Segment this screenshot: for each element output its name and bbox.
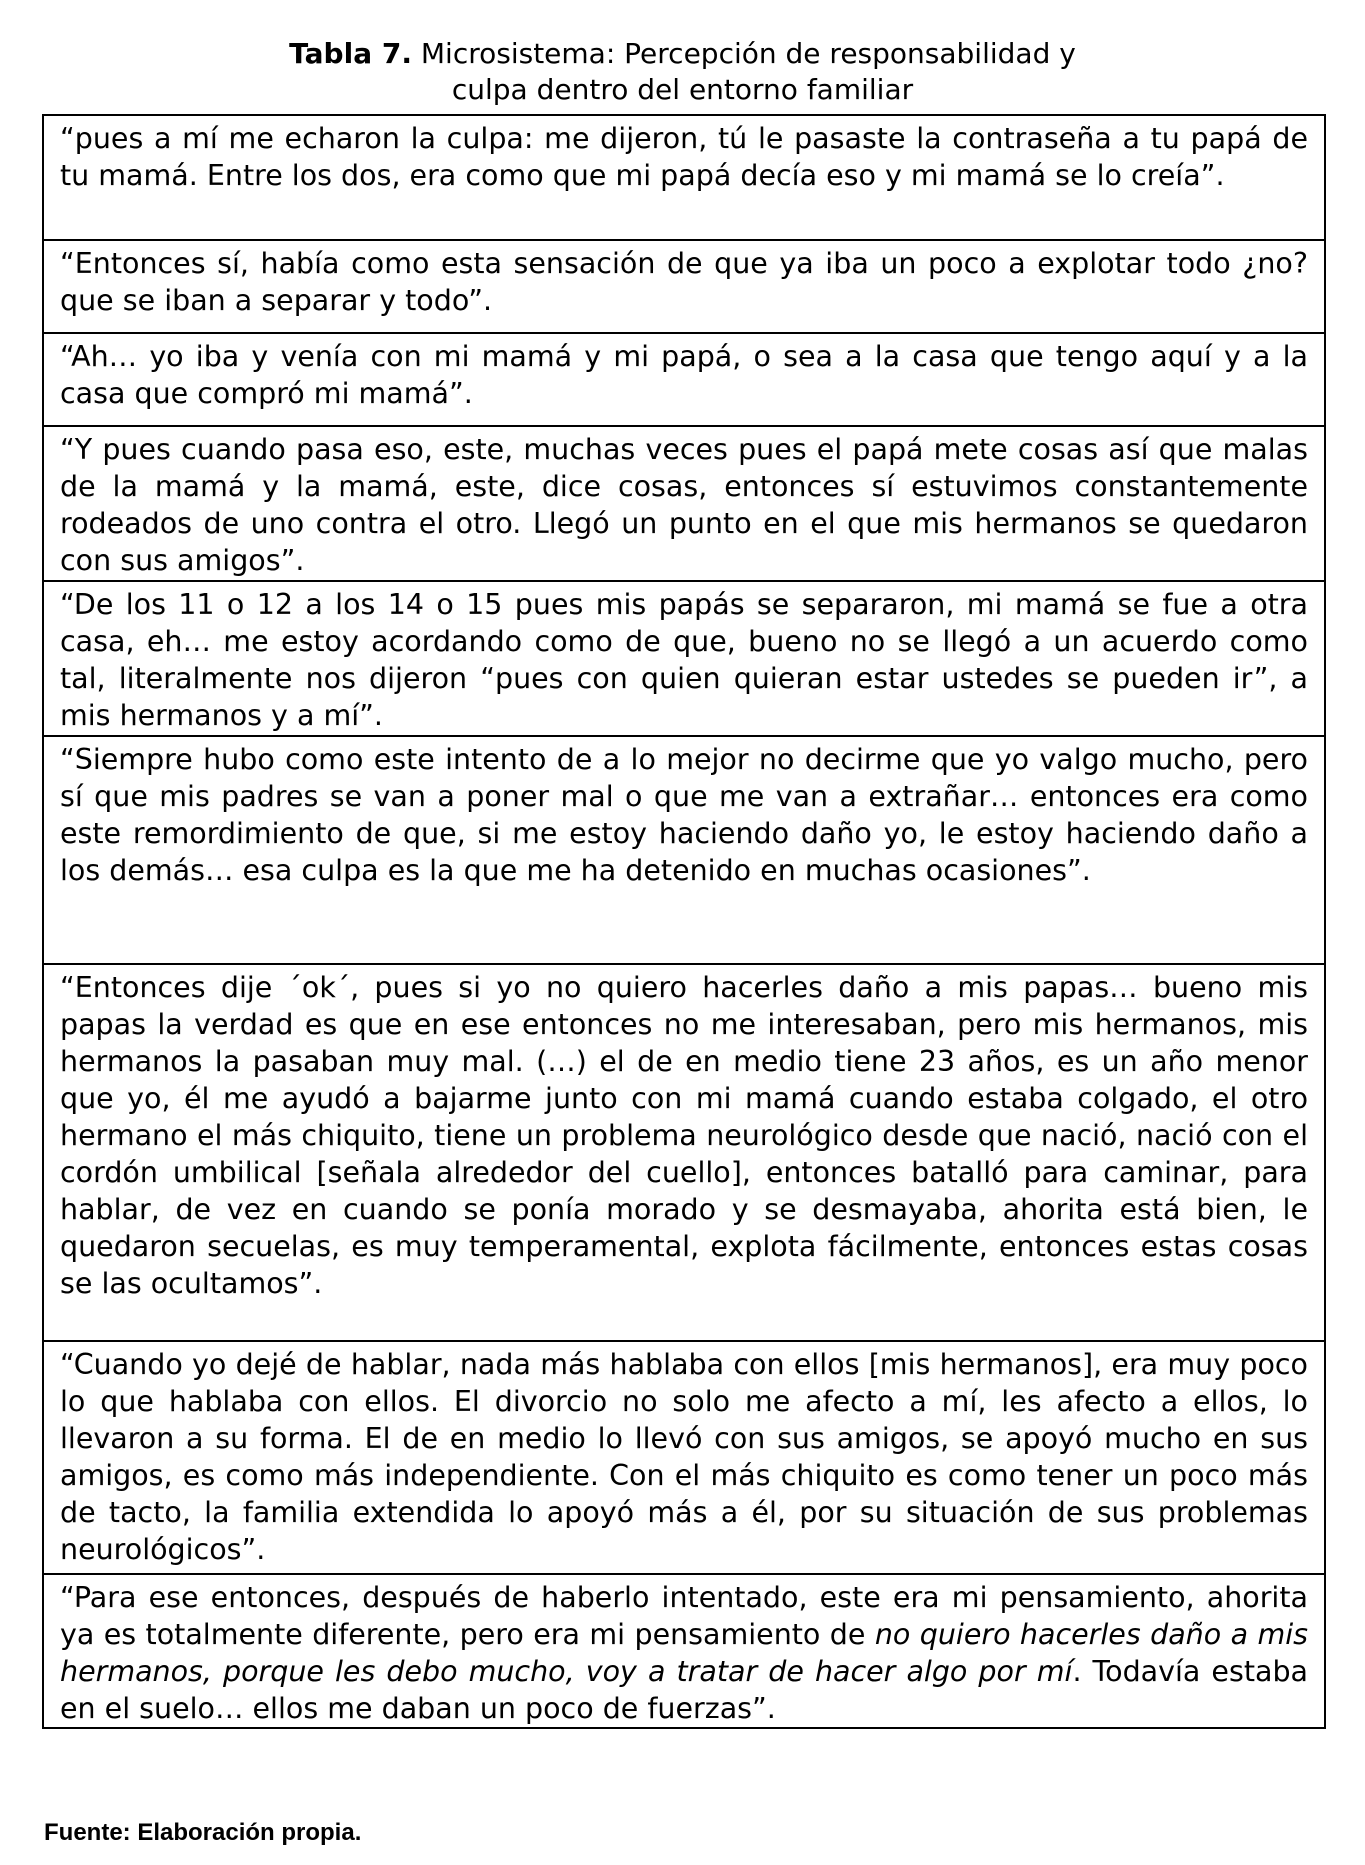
table-row <box>43 736 1325 964</box>
source-note: Fuente: Elaboración propia. <box>44 1819 362 1846</box>
quote-cell: “De los 11 o 12 a los 14 o 15 pues mis papás se separaron, mi mamá se fue a otra casa, eh… me estoy acordando como de que, bueno no se llegó a un acuerdo como tal, literalmente nos dijeron “pues con quien quieran estar ustedes se pueden ir”, a mis hermanos y a mí”. <box>43 581 1325 736</box>
quote-cell: “Entonces sí, había como esta sensación de que ya iba un poco a explotar todo ¿no? que se iban a separar y todo”. <box>43 240 1325 333</box>
title-text-1: Microsistema: Percepción de responsabilidad y <box>420 37 1076 70</box>
title-line-1 <box>0 36 1365 72</box>
table-row <box>43 426 1325 581</box>
title-line-2: culpa dentro del entorno familiar <box>451 73 914 106</box>
table-title <box>0 36 1365 108</box>
table-row <box>43 581 1325 736</box>
quote-text-part1: “Para ese entonces, después de haberlo intentado, este era mi pensamiento, ahorita ya es totalmente diferente, pero era mi pensamiento de <box>60 1581 1308 1651</box>
quotes-table <box>42 114 1326 1729</box>
quote-cell: “Y pues cuando pasa eso, este, muchas veces pues el papá mete cosas así que malas de la mamá y la mamá, este, dice cosas, entonces sí estuvimos constantemente rodeados de uno contra el otro. Llegó un punto en el que mis hermanos se quedaron con sus amigos”. <box>43 426 1325 581</box>
table-row <box>43 115 1325 240</box>
quote-cell: “Cuando yo dejé de hablar, nada más hablaba con ellos [mis hermanos], era muy poco lo que hablaba con ellos. El divorcio no solo me afecto a mí, les afecto a ellos, lo llevaron a su forma. El de en medio lo llevó con sus amigos, se apoyó mucho en sus amigos, es como más independiente. Con el más chiquito es como tener un poco más de tacto, la familia extendida lo apoyó más a él, por su situación de sus problemas neurológicos”. <box>43 1341 1325 1574</box>
table-row <box>43 1341 1325 1574</box>
table-row <box>43 333 1325 426</box>
table-row <box>43 240 1325 333</box>
quote-cell: “Ah… yo iba y venía con mi mamá y mi papá, o sea a la casa que tengo aquí y a la casa que compró mi mamá”. <box>43 333 1325 426</box>
quote-cell: “Entonces dije ´ok´, pues si yo no quiero hacerles daño a mis papas… bueno mis papas la verdad es que en ese entonces no me interesaban, pero mis hermanos, mis hermanos la pasaban muy mal. (…) el de en medio tiene 23 años, es un año menor que yo, él me ayudó a bajarme junto con mi mamá cuando estaba colgado, el otro hermano el más chiquito, tiene un problema neurológico desde que nació, nació con el cordón umbilical [señala alrededor del cuello], entonces batalló para caminar, para hablar, de vez en cuando se ponía morado y se desmayaba, ahorita está bien, le quedaron secuelas, es muy temperamental, explota fácilmente, entonces estas cosas se las ocultamos”. <box>43 964 1325 1341</box>
table-label: Tabla 7. <box>289 37 412 70</box>
quote-cell: “pues a mí me echaron la culpa: me dijeron, tú le pasaste la contraseña a tu papá de tu mamá. Entre los dos, era como que mi papá decía eso y mi mamá se lo creía”. <box>43 115 1325 240</box>
table-row <box>43 1574 1325 1728</box>
quote-cell: “Siempre hubo como este intento de a lo mejor no decirme que yo valgo mucho, pero sí que mis padres se van a poner mal o que me van a extrañar… entonces era como este remordimiento de que, si me estoy haciendo daño yo, le estoy haciendo daño a los demás… esa culpa es la que me ha detenido en muchas ocasiones”. <box>43 736 1325 964</box>
quote-cell-last <box>43 1574 1325 1728</box>
table-row <box>43 964 1325 1341</box>
quote-text-italic: no quiero hacerles daño a mis hermanos, porque les debo mucho, voy a tratar de hacer algo por mí <box>60 1618 1308 1688</box>
quote-text-part2: . Todavía estaba en el suelo… ellos me daban un poco de fuerzas”. <box>60 1655 1309 1725</box>
